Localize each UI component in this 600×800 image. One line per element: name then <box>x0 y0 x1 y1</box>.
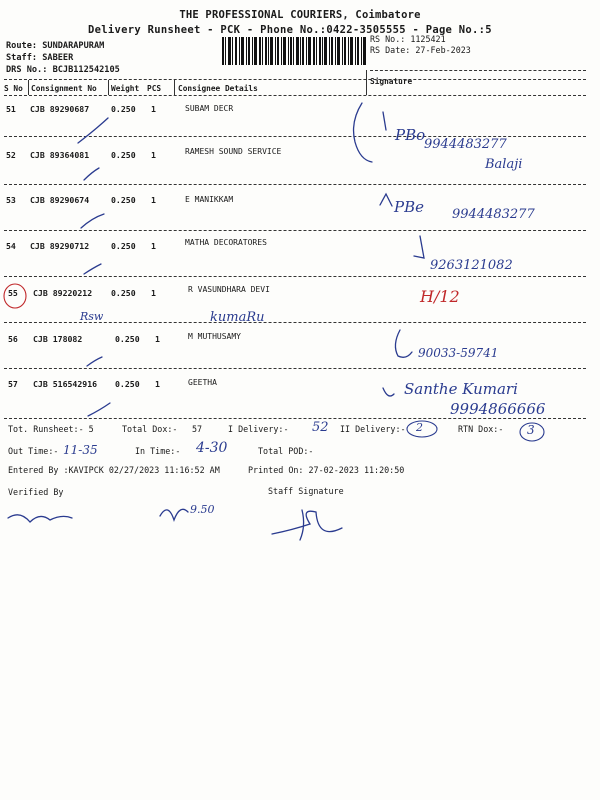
company-title: THE PROFESSIONAL COURIERS, Coimbatore <box>179 9 421 21</box>
row-sno: 55 <box>8 288 18 298</box>
row-consignment: CJB 516542916 <box>33 379 98 389</box>
row-weight: 0.250 <box>111 288 136 298</box>
col-sno: S No <box>4 84 23 93</box>
row-pcs: 1 <box>151 195 156 205</box>
handwritten-phone-54: 9263121082 <box>430 258 513 273</box>
row-weight: 0.250 <box>111 195 136 205</box>
out-time-label: Out Time:- <box>8 446 59 456</box>
total-runsheet: Tot. Runsheet:- 5 <box>8 424 94 434</box>
handwritten-phone-56: 90033-59741 <box>418 346 499 360</box>
handwritten-phone-51: 9944483277 <box>424 137 507 152</box>
row-pcs: 1 <box>151 104 156 114</box>
handwritten-note-55: H/12 <box>420 287 460 306</box>
row-weight: 0.250 <box>115 379 140 389</box>
total-dox-label: Total Dox:- <box>122 424 178 434</box>
row-consignment: CJB 178082 <box>33 334 83 344</box>
row-weight: 0.250 <box>115 334 140 344</box>
handwritten-phone-53: 9944483277 <box>452 207 535 222</box>
printed-on: Printed On: 27-02-2023 11:20:50 <box>248 465 405 475</box>
row-sno: 56 <box>8 334 18 344</box>
handwritten-name-57: Santhe Kumari <box>404 380 518 398</box>
row-consignee: M MUTHUSAMY <box>188 332 241 341</box>
row-consignee: E MANIKKAM <box>185 195 234 204</box>
drs-number: DRS No.: BCJB112542105 <box>6 65 120 75</box>
handwritten-right-55: kumaRu <box>210 310 265 325</box>
verified-by-label: Verified By <box>8 487 64 497</box>
handwritten-verified-extra: 9.50 <box>190 503 215 516</box>
row-pcs: 1 <box>155 334 160 344</box>
handwritten-sig-53: PBe <box>394 198 424 216</box>
i-delivery-label: I Delivery:- <box>228 424 289 434</box>
row-consignee: RAMESH SOUND SERVICE <box>185 147 282 156</box>
rs-number: RS No.: 1125421 <box>370 34 446 44</box>
col-consignee: Consignee Details <box>178 84 258 93</box>
col-weight: Weight <box>111 84 140 93</box>
col-consignment: Consignment No <box>31 84 97 93</box>
row-consignment: CJB 89364081 <box>30 150 90 160</box>
row-pcs: 1 <box>151 288 156 298</box>
row-sno: 54 <box>6 241 16 251</box>
row-consignment: CJB 89290674 <box>30 195 90 205</box>
row-pcs: 1 <box>151 150 156 160</box>
row-pcs: 1 <box>155 379 160 389</box>
entered-by: Entered By :KAVIPCK 02/27/2023 11:16:52 AM <box>8 465 220 475</box>
staff-label: Staff: SABEER <box>6 53 74 63</box>
row-sno: 53 <box>6 195 16 205</box>
row-consignee: R VASUNDHARA DEVI <box>188 285 270 294</box>
handwritten-sig-51: PBo <box>395 126 426 144</box>
handwritten-left-55: Rsw <box>80 310 104 323</box>
row-consignment: CJB 89220212 <box>33 288 93 298</box>
handwritten-name-51: Balaji <box>485 157 523 172</box>
col-pcs: PCS <box>147 84 162 93</box>
row-consignee: GEETHA <box>188 378 217 387</box>
row-consignee: MATHA DECORATORES <box>185 238 267 247</box>
handwritten-i-delivery: 52 <box>312 420 329 435</box>
staff-signature-label: Staff Signature <box>268 486 344 496</box>
row-consignee: SUBAM DECR <box>185 104 234 113</box>
col-signature: Signature <box>370 77 413 86</box>
in-time-label: In Time:- <box>135 446 181 456</box>
row-sno: 57 <box>8 379 18 389</box>
total-pod-label: Total POD:- <box>258 446 314 456</box>
rtn-dox-label: RTN Dox:- <box>458 424 504 434</box>
total-dox-value: 57 <box>192 424 203 434</box>
row-weight: 0.250 <box>111 150 136 160</box>
rs-date: RS Date: 27-Feb-2023 <box>370 45 471 55</box>
row-consignment: CJB 89290687 <box>30 104 90 114</box>
row-weight: 0.250 <box>111 241 136 251</box>
runsheet-subtitle: Delivery Runsheet - PCK - Phone No.:0422-3505555 - Page No.:5 <box>88 24 492 36</box>
row-weight: 0.250 <box>111 104 136 114</box>
row-sno: 51 <box>6 104 16 114</box>
route-label: Route: SUNDARAPURAM <box>6 41 105 51</box>
row-pcs: 1 <box>151 241 156 251</box>
handwritten-rtn: 3 <box>527 423 535 437</box>
handwritten-in-time: 4-30 <box>196 440 228 456</box>
handwritten-phone-57: 9994866666 <box>450 400 546 418</box>
ii-delivery-label: II Delivery:- <box>340 424 406 434</box>
row-sno: 52 <box>6 150 16 160</box>
handwritten-ii-delivery: 2 <box>416 421 423 434</box>
row-consignment: CJB 89290712 <box>30 241 90 251</box>
handwritten-out-time: 11-35 <box>63 443 98 457</box>
